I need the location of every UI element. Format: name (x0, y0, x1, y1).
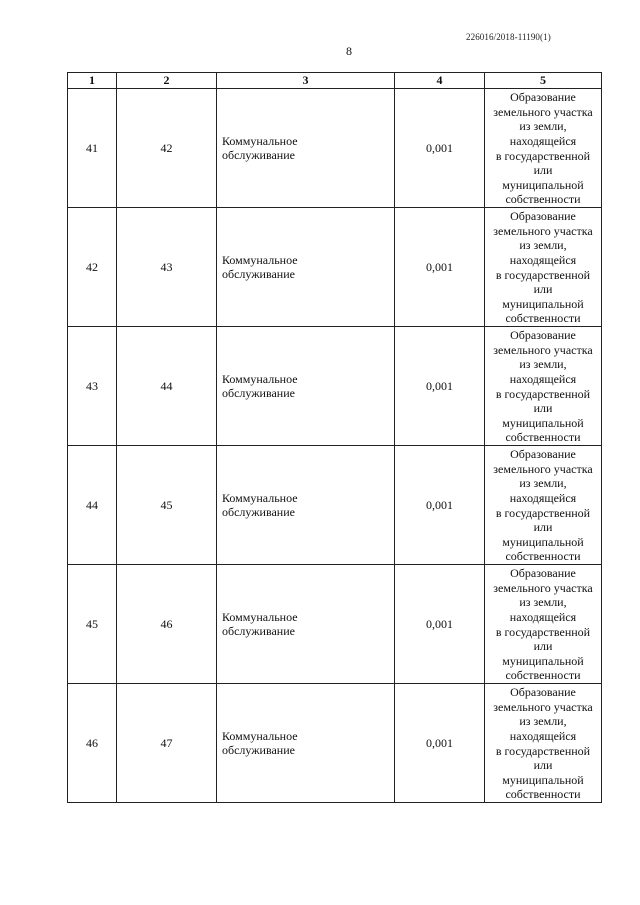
cell-permitted-use (217, 327, 395, 446)
formation-method-line: из земли, (519, 714, 567, 729)
formation-method-line: из земли, (519, 119, 567, 134)
column-header-1: 1 (68, 73, 117, 89)
formation-method-line: из земли, (519, 476, 567, 491)
cell-row-number: 46 (68, 684, 117, 803)
formation-method-line: муниципальной (502, 534, 584, 549)
permitted-use-line: обслуживание (222, 505, 295, 519)
cell-plot-number: 43 (117, 208, 217, 327)
formation-method-line: в государственной (495, 148, 591, 163)
formation-method-line: земельного участка (493, 342, 593, 357)
permitted-use-line: обслуживание (222, 624, 295, 638)
permitted-use-line: Коммунальное (222, 729, 298, 743)
page-number: 8 (346, 44, 352, 58)
formation-method-line: в государственной (495, 743, 591, 758)
formation-method-line: из земли, (519, 357, 567, 372)
permitted-use-line: Коммунальное (222, 491, 298, 505)
formation-method-line: из земли, (519, 238, 567, 253)
cell-formation-method (485, 684, 602, 803)
formation-method-line: муниципальной (502, 772, 584, 787)
table-row (68, 327, 602, 446)
formation-method-line: муниципальной (502, 177, 584, 192)
cell-area: 0,001 (395, 446, 485, 565)
formation-method-line: в государственной (495, 386, 591, 401)
formation-method-line: или (533, 401, 553, 416)
column-header-3: 3 (217, 73, 395, 89)
cell-formation-method (485, 327, 602, 446)
formation-method-line: из земли, (519, 595, 567, 610)
formation-method-line: или (533, 639, 553, 654)
cell-row-number: 45 (68, 565, 117, 684)
formation-method-line: Образование (510, 328, 576, 343)
formation-method-line: Образование (510, 447, 576, 462)
permitted-use-line: Коммунальное (222, 253, 298, 267)
permitted-use-line: Коммунальное (222, 134, 298, 148)
formation-method-line: земельного участка (493, 461, 593, 476)
cell-permitted-use (217, 89, 395, 208)
formation-method-line: Образование (510, 685, 576, 700)
formation-method-line: земельного участка (493, 223, 593, 238)
formation-method-line: находящейся (509, 252, 577, 267)
formation-method-line: собственности (505, 787, 581, 802)
cell-permitted-use (217, 565, 395, 684)
formation-method-line: земельного участка (493, 699, 593, 714)
cell-row-number: 44 (68, 446, 117, 565)
formation-method-line: в государственной (495, 505, 591, 520)
formation-method-line: или (533, 282, 553, 297)
formation-method-line: собственности (505, 430, 581, 445)
formation-method-line: находящейся (509, 728, 577, 743)
cell-area: 0,001 (395, 89, 485, 208)
formation-method-line: земельного участка (493, 580, 593, 595)
formation-method-line: муниципальной (502, 296, 584, 311)
cell-plot-number: 46 (117, 565, 217, 684)
formation-method-line: земельного участка (493, 104, 593, 119)
cell-formation-method (485, 565, 602, 684)
permitted-use-line: обслуживание (222, 267, 295, 281)
cell-formation-method (485, 208, 602, 327)
table-row (68, 208, 602, 327)
permitted-use-line: Коммунальное (222, 610, 298, 624)
table-row (68, 565, 602, 684)
formation-method-line: Образование (510, 90, 576, 105)
formation-method-line: собственности (505, 549, 581, 564)
formation-method-line: собственности (505, 192, 581, 207)
formation-method-line: или (533, 520, 553, 535)
cell-row-number: 42 (68, 208, 117, 327)
document-id: 226016/2018-11190(1) (466, 32, 551, 42)
table-row (68, 446, 602, 565)
formation-method-line: в государственной (495, 624, 591, 639)
cell-permitted-use (217, 208, 395, 327)
formation-method-line: находящейся (509, 371, 577, 386)
permitted-use-line: обслуживание (222, 743, 295, 757)
cell-row-number: 43 (68, 327, 117, 446)
cell-formation-method (485, 446, 602, 565)
permitted-use-line: обслуживание (222, 148, 295, 162)
formation-method-line: Образование (510, 566, 576, 581)
cell-plot-number: 47 (117, 684, 217, 803)
table-row (68, 684, 602, 803)
table-header-row (68, 73, 602, 89)
formation-method-line: Образование (510, 209, 576, 224)
cell-plot-number: 44 (117, 327, 217, 446)
permitted-use-line: обслуживание (222, 386, 295, 400)
cell-formation-method (485, 89, 602, 208)
formation-method-line: находящейся (509, 133, 577, 148)
cell-permitted-use (217, 684, 395, 803)
column-header-5: 5 (485, 73, 602, 89)
cell-area: 0,001 (395, 684, 485, 803)
formation-method-line: или (533, 163, 553, 178)
cell-area: 0,001 (395, 565, 485, 684)
formation-method-line: находящейся (509, 609, 577, 624)
land-plots-table (67, 72, 602, 803)
cell-row-number: 41 (68, 89, 117, 208)
permitted-use-line: Коммунальное (222, 372, 298, 386)
cell-permitted-use (217, 446, 395, 565)
column-header-4: 4 (395, 73, 485, 89)
table-body (68, 89, 602, 803)
formation-method-line: муниципальной (502, 653, 584, 668)
cell-plot-number: 42 (117, 89, 217, 208)
column-header-2: 2 (117, 73, 217, 89)
formation-method-line: или (533, 758, 553, 773)
table-row (68, 89, 602, 208)
formation-method-line: в государственной (495, 267, 591, 282)
formation-method-line: муниципальной (502, 415, 584, 430)
cell-area: 0,001 (395, 327, 485, 446)
formation-method-line: собственности (505, 668, 581, 683)
cell-area: 0,001 (395, 208, 485, 327)
cell-plot-number: 45 (117, 446, 217, 565)
formation-method-line: собственности (505, 311, 581, 326)
formation-method-line: находящейся (509, 490, 577, 505)
